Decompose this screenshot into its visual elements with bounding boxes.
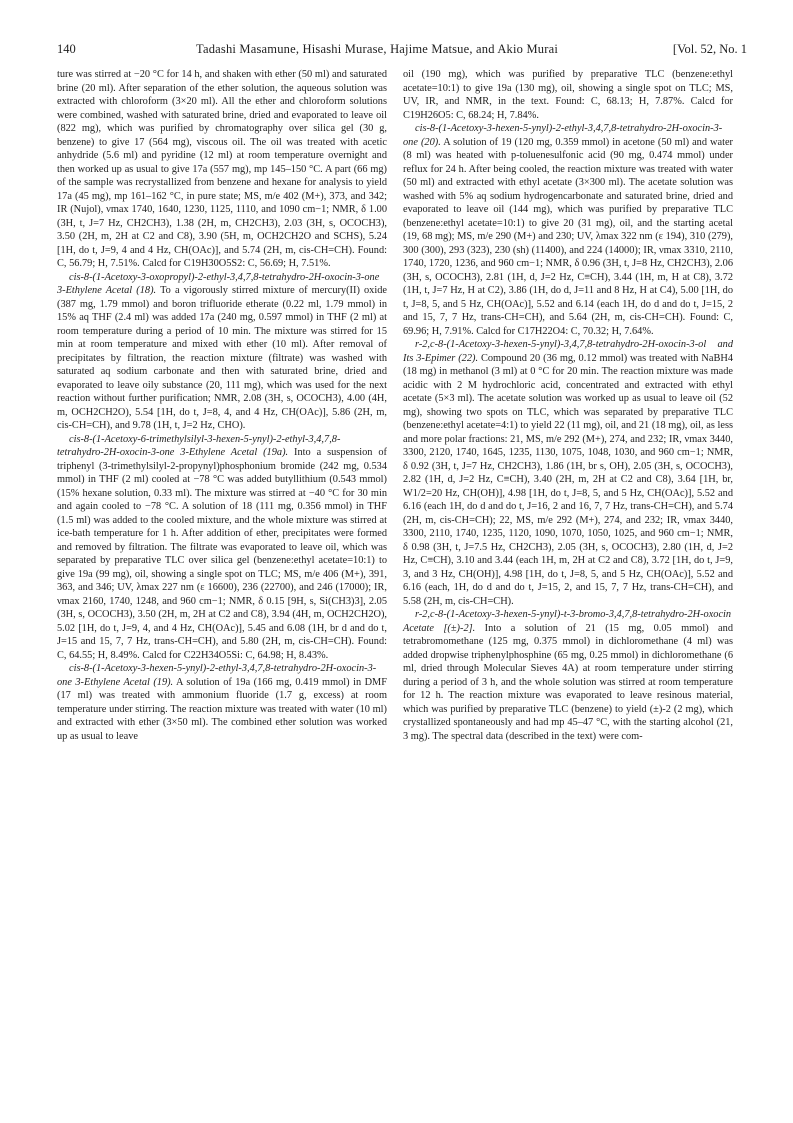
paragraph-text: Into a suspension of triphenyl (3-trimethylsilyl-2-propynyl)phosphonium bromide (242 mg, 0.534 mmol) in THF (2 ml) cooled at −78 °C was added butyllithium (0.543 mmol) (15% hexane solution, 0.33 ml). The mixture was stirred at −40 °C for 30 min and again cooled to −78 °C. A solution of 18 (111 mg, 0.356 mmol) in THF (1.5 ml) was added to the cooled mixture, and the whole mixture was stirred at ice-bath temperature for 1 h. After addition of ether, precipitates were formed and removed by filtration. The filtrate was evaporated to leave oil, which was separated by preparative TLC over silica gel (benzene:ethyl acetate=10:1) to give 19a (99 mg), oil, showing a single spot on TLC; MS, m/e 406 (M+), 391, 363, and 346; UV, λmax 227 nm (ε 16600), 236 (22700), and 246 (17000); IR, νmax 2160, 1740, 1248, and 960 cm−1; NMR, δ 0.15 [9H, s, Si(CH3)3], 2.05 (3H, s, OCOCH3), 3.50 (2H, m, 2H at C2 and C8), 3.94 (4H, m, OCH2CH2O), 5.02 [1H, do t, J=9, 4, and 4 Hz, CH(OAc)], 5.45 and 6.08 (1H, br d and do t, J=15 and 15, 7, 7 Hz, trans-CH=CH), and 5.80 (2H, m, cis-CH=CH). Found: C, 64.55; H, 8.49%. Calcd for C22H34O5Si: C, 64.98; H, 8.43%. [57, 447, 387, 661]
page-number: 140 [57, 42, 76, 56]
compound-heading: cis-8-(1-Acetoxy-3-oxopropyl)-2-ethyl-3,4,7,8-tetrahydro-2H-oxocin-3-one 3-Ethylene Acetal (18). [57, 271, 380, 296]
paragraph-text: ture was stirred at −20 °C for 14 h, and shaken with ether (50 ml) and saturated brine (20 ml). After separation of the ether solution, the aqueous solution was extracted with chloroform (3×20 ml). All the ether and chloroform solutions were combined, washed with saturated brine, dried and evaporated to leave oil (822 mg), which was purified by chromatography over silica gel (30 g, benzene) to give 17 (564 mg), viscous oil. The oil was treated with acetic anhydride (5.6 ml) and pyridine (12 ml) at room temperature overnight and then worked up as usual to give 17a (557 mg), mp 145–150 °C. A part (66 mg) of the sample was recrystallized from benzene and hexane for analysis to yield 17a (45 mg), mp 161–162 °C, in pure state; MS, m/e 402 (M+), 373, and 342; IR (Nujol), νmax 1740, 1640, 1230, 1125, 1110, and 1090 cm−1; NMR, δ 1.00 (3H, t, J=7 Hz, CH2CH3), 1.38 (2H, m, CH2CH3), 2.03 (3H, s, OCOCH3), 3.50 (2H, m, 2H at C2 and C8), 3.90 (5H, m, OCH2CH2O and SCHS), 5.24 [1H, do t, J=9, 4 and 4 Hz, CH(OAc)], and 5.74 (2H, m, cis-CH=CH). Found: C, 56.79; H, 7.51%. Calcd for C19H30O5S2: C, 56.69; H, 7.51%. [57, 69, 387, 269]
paragraph-text: Compound 20 (36 mg, 0.12 mmol) was treated with NaBH4 (18 mg) in methanol (3 ml) at 0 °C for 20 min. The reaction mixture was made acidic with 2 M hydrochloric acid, concentrated and extracted with ethyl acetate (5×3 ml). The acetate solution was worked up as usual to leave oil (52 mg), showing two spots on TLC, which was separated by preparative TLC (benzene:ethyl acetate=4:1) to yield 22 (11 mg), oil, and 21 (18 mg), oil, as less and more polar fractions: 21, MS, m/e 292 (M+), 274, and 232; IR, νmax 3440, 3300, 2120, 1740, 1645, 1235, 1130, 1075, 1048, 1030, and 960 cm−1; NMR, δ 0.92 (3H, t, J=7 Hz, CH2CH3), 1.86 (1H, br s, OH), 2.05 (3H, s, OCOCH3), 2.82 (1H, d, J=2 Hz, C≡CH), 3.40 (2H, m, 2H at C2 and C8), 3.64 [1H, br, W1/2=20 Hz, CH(OH)], 4.98 [1H, do t, J=8, 5, and 5 Hz, CH(OAc)], 5.52 and 6.16 (each 1H, do d and do t, J=16, 2 and 16, 7, 7 Hz, trans-CH=CH), and 5.74 (2H, m, cis-CH=CH); 22, MS, m/e 292 (M+), 274, and 232; IR, νmax 3440, 3300, 2110, 1740, 1235, 1120, 1090, 1070, 1050, 1025, and 960 cm−1; NMR, δ 0.98 (3H, t, J=7.5 Hz, CH2CH3), 2.05 (3H, s, OCOCH3), 2.80 (1H, d, J=2 Hz, C≡CH), 3.10 and 3.44 (each 1H, m, 2H at C2 and C8), 3.72 [1H, do t, J=9, 3, and 3 Hz, CH(OH)], 4.98 [1H, do t, J=8, 5, and 5 Hz, CH(OAc)], 5.52 and 6.16 (each, 1H, do d and do t, J=15, 2, and 15, 7, 7 Hz, trans-CH=CH), and 5.58 (2H, m, cis-CH=CH). [403, 352, 733, 607]
right-column [403, 68, 733, 1108]
paragraph [57, 68, 387, 271]
paragraph-text: A solution of 19a (166 mg, 0.419 mmol) in DMF (17 ml) was treated with ammonium fluoride (1.7 g, excess) at room temperature under stirring. The reaction mixture was treated with water (10 ml) and extracted with ether (3×50 ml). The combined ether solution was worked up as usual to leave [57, 676, 387, 742]
paragraph-text: oil (190 mg), which was purified by preparative TLC (benzene:ethyl acetate=10:1) to give 19a (130 mg), oil, showing a single spot on TLC; MS, UV, IR, and NMR, in the text. Found: C, 68.13; H, 7.87%. Calcd for C19H26O5: C, 68.24; H, 7.84%. [403, 69, 733, 121]
paragraph-text: A solution of 19 (120 mg, 0.359 mmol) in acetone (50 ml) and water (8 ml) was heated with p-toluenesulfonic acid (90 mg, 0.474 mmol) under reflux for 24 h. After being cooled, the reaction mixture was treated with water (50 ml) and extracted with ethyl acetate (3×300 ml). The acetate solution was washed with 5% aq sodium hydrogencarbonate and saturated brine, dried and evaporated to leave oil (144 mg), which was purified by preparative TLC (benzene:ethyl acetate=10:1) to give 20 (31 mg), oil, and the starting acetal (19, 68 mg); MS, m/e 290 (M+) and 230; UV, λmax 322 nm (ε 194), 310 (279), 300 (300), 293 (323), 230 (sh) (11400), and 224 (14000); IR, νmax 3310, 2110, 1740, 1720, 1236, and 960 cm−1; NMR, δ 0.96 (3H, t, J=8 Hz, CH2CH3), 2.06 (3H, s, OCOCH3), 2.81 (1H, d, J=2 Hz, C≡CH), 3.44 (1H, m, H at C8), 3.72 (1H, t, J=7 Hz, H at C2), 3.86 (1H, do d, J=11 and 8 Hz, H at C4), 5.00 [1H, do t, J=8, 5, and 5 Hz, CH(OAc)], 5.52 and 6.14 (each 1H, do d and do t, J=15, 2 and 15, 7, 7 Hz, trans-CH=CH), and 5.64 (2H, m, cis-CH=CH). Found: C, 69.96; H, 7.91%. Calcd for C17H22O4: C, 70.32; H, 7.64%. [403, 136, 733, 337]
compound-heading: r-2,c-8-(1-Acetoxy-3-hexen-5-ynyl)-3,4,7,8-tetrahydro-2H-oxocin-3-ol and Its 3-Epimer (22). [403, 339, 733, 364]
paragraph [57, 433, 387, 663]
running-header [57, 42, 747, 58]
journal-volume: [Vol. 52, No. 1 [672, 42, 747, 56]
paragraph-text: Into a solution of 21 (15 mg, 0.05 mmol) and tetrabromomethane (125 mg, 0.375 mmol) in dichloromethane (4 ml) was added dropwise triphenylphosphine (65 mg, 0.25 mmol) in dichloromethane (6 ml, dried through Molecular Sieves 4A) at room temperature under stirring during a period of 3 h, and the whole solution was stirred at room temperature for 12 h. The reaction mixture was evaporated to leave resinous material, which was purified by preparative TLC (benzene) to yield (±)-2 (2 mg), which crystallized spontaneously and had mp 45–47 °C, with the starting alcohol (21, 3 mg). The spectral data (described in the text) were com- [403, 622, 733, 742]
paragraph [57, 662, 387, 743]
paragraph [403, 338, 733, 608]
left-column [57, 68, 387, 1108]
paragraph [57, 271, 387, 433]
paragraph-text: To a vigorously stirred mixture of mercury(II) oxide (387 mg, 1.79 mmol) and boron trifluoride etherate (0.22 ml, 1.79 mmol) in 15% aq THF (2.4 ml) was added 17a (240 mg, 0.597 mmol) in THF (2 ml) at room temperature during a period of 10 min. The mixture was stirred for 15 min at room temperature and mixed with ether (10 ml). After removal of precipitates by filtration, the reaction mixture (filtrate) was washed with saturated aq sodium carbonate and then with saturated brine, dried and evaporated to leave oily substance (20, 111 mg), which was used for the next reaction without further purification; NMR, 2.08 (3H, s, OCOCH3), 4.00 (4H, m, OCH2CH2O), 5.54 [1H, do t, J=8, 4, and 4 Hz, CH(OAc)], 5.86 (2H, m, cis-CH=CH), and 9.78 (1H, t, J=2 Hz, CHO). [57, 285, 387, 431]
compound-heading: cis-8-(1-Acetoxy-3-hexen-5-ynyl)-2-ethyl-3,4,7,8-tetrahydro-2H-oxocin-3-one 3-Ethylene Acetal (19). [57, 663, 377, 688]
author-line: Tadashi Masamune, Hisashi Murase, Hajime Matsue, and Akio Murai [195, 42, 558, 56]
paragraph [403, 68, 733, 122]
compound-heading: cis-8-(1-Acetoxy-6-trimethylsilyl-3-hexen-5-ynyl)-2-ethyl-3,4,7,8-tetrahydro-2H-oxocin-3-one 3-Ethylene Acetal (19a). [57, 433, 341, 458]
paragraph [403, 608, 733, 743]
compound-heading: cis-8-(1-Acetoxy-3-hexen-5-ynyl)-2-ethyl-3,4,7,8-tetrahydro-2H-oxocin-3-one (20). [403, 123, 723, 148]
paragraph [403, 122, 733, 338]
compound-heading: r-2,c-8-(1-Acetoxy-3-hexen-5-ynyl)-t-3-bromo-3,4,7,8-tetrahydro-2H-oxocin Acetate [(±)-2]. [403, 609, 732, 634]
